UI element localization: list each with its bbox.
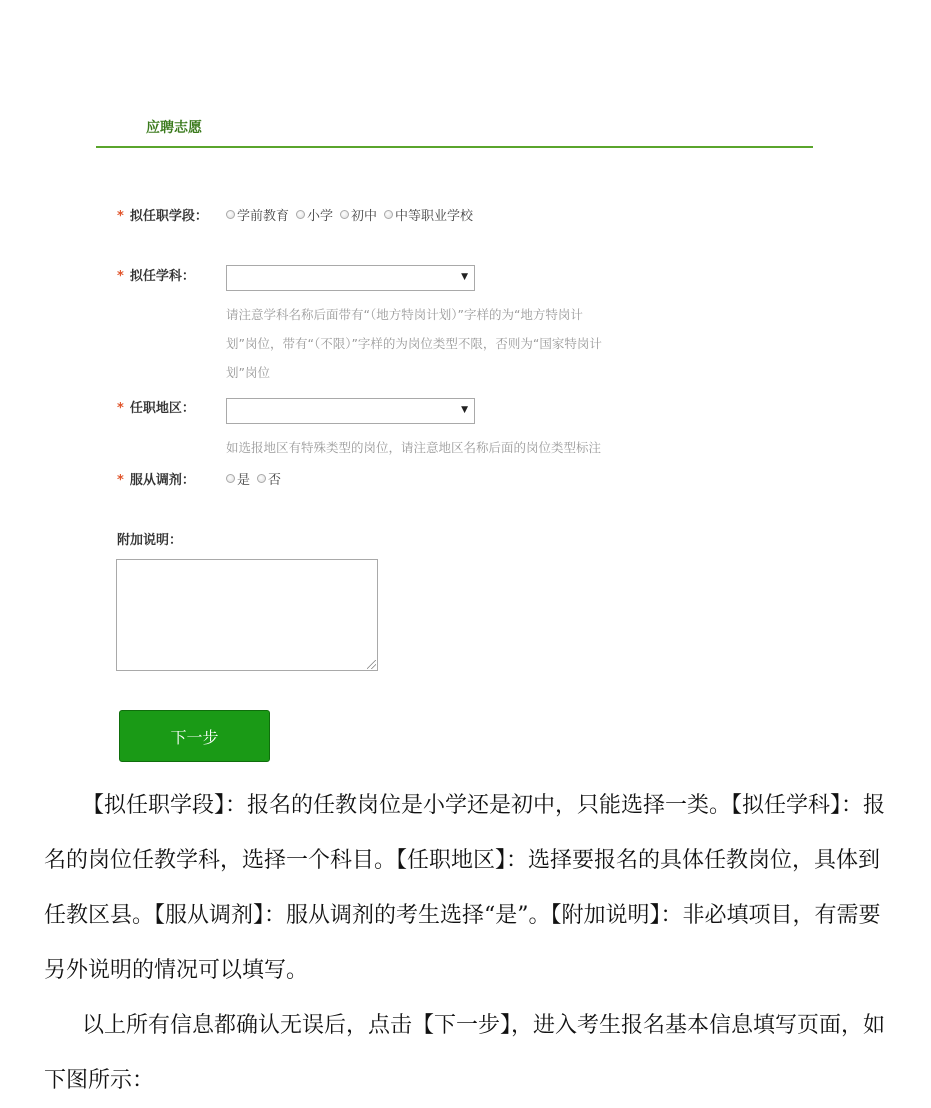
instruction-paragraph-1: 【拟任职学段】：报名的任教岗位是小学还是初中，只能选择一类。【拟任学科】：报名的岗位任教学科，选择一个科目。【任职地区】：选择要报名的具体任教岗位，具体到任教区县。【服从调剂】：服从调剂的考生选择“是”。【附加说明】：非必填项目，有需要另外说明的情况可以填写。	[44, 793, 886, 983]
stage-option-label: 学前教育	[237, 209, 290, 224]
stage-radio-group	[226, 205, 480, 224]
subject-hint-line: 请注意学科名称后面带有“（地方特岗计划）”字样的为“地方特岗计	[226, 307, 583, 322]
chevron-down-icon[interactable]: ▼	[461, 405, 468, 415]
section-title: 应聘志愿	[146, 120, 202, 136]
radio-icon[interactable]	[226, 210, 235, 219]
instruction-paragraph-2: 以上所有信息都确认无误后，点击【下一步】，进入考生报名基本信息填写页面，如下图所示：	[44, 1013, 886, 1093]
radio-icon[interactable]	[340, 210, 349, 219]
radio-icon[interactable]	[257, 474, 266, 483]
stage-option-label: 小学	[307, 209, 334, 224]
required-mark: *	[117, 401, 124, 416]
obey-label	[117, 469, 195, 488]
obey-option-label: 否	[268, 473, 282, 488]
radio-icon[interactable]	[384, 210, 393, 219]
subject-hint	[226, 300, 602, 387]
stage-option-label: 初中	[351, 209, 378, 224]
next-step-button[interactable]: 下一步	[119, 710, 270, 762]
resize-grip-icon[interactable]	[367, 660, 376, 669]
required-mark: *	[117, 473, 124, 488]
obey-option-yes[interactable]	[226, 469, 250, 488]
obey-radio-group	[226, 469, 288, 488]
subject-label-text: 拟任学科：	[129, 269, 195, 284]
obey-label-text: 服从调剂：	[129, 473, 195, 488]
obey-option-no[interactable]	[257, 469, 281, 488]
stage-option-primary[interactable]	[296, 205, 333, 224]
required-mark: *	[117, 269, 124, 284]
required-mark: *	[117, 209, 124, 224]
stage-option-label: 中等职业学校	[395, 209, 474, 224]
subject-hint-line: 划”岗位，带有“（不限）”字样的为岗位类型不限，否则为“国家特岗计	[226, 336, 602, 351]
region-hint: 如选报地区有特殊类型的岗位，请注意地区名称后面的岗位类型标注	[226, 440, 602, 455]
region-label	[117, 397, 195, 416]
subject-select[interactable]	[226, 265, 475, 291]
stage-option-junior[interactable]	[340, 205, 377, 224]
notes-textarea[interactable]	[116, 559, 378, 671]
chevron-down-icon[interactable]: ▼	[461, 272, 468, 282]
obey-option-label: 是	[237, 473, 251, 488]
radio-icon[interactable]	[226, 474, 235, 483]
notes-label: 附加说明：	[117, 533, 183, 548]
stage-option-preschool[interactable]	[226, 205, 289, 224]
region-select[interactable]	[226, 398, 475, 424]
subject-label	[117, 265, 195, 284]
stage-option-vocational[interactable]	[384, 205, 473, 224]
radio-icon[interactable]	[296, 210, 305, 219]
instruction-text	[44, 778, 894, 1108]
stage-label-text: 拟任职学段：	[129, 209, 208, 224]
stage-label	[117, 205, 208, 224]
section-divider	[96, 146, 813, 148]
region-label-text: 任职地区：	[129, 401, 195, 416]
subject-hint-line: 划”岗位	[226, 365, 270, 380]
